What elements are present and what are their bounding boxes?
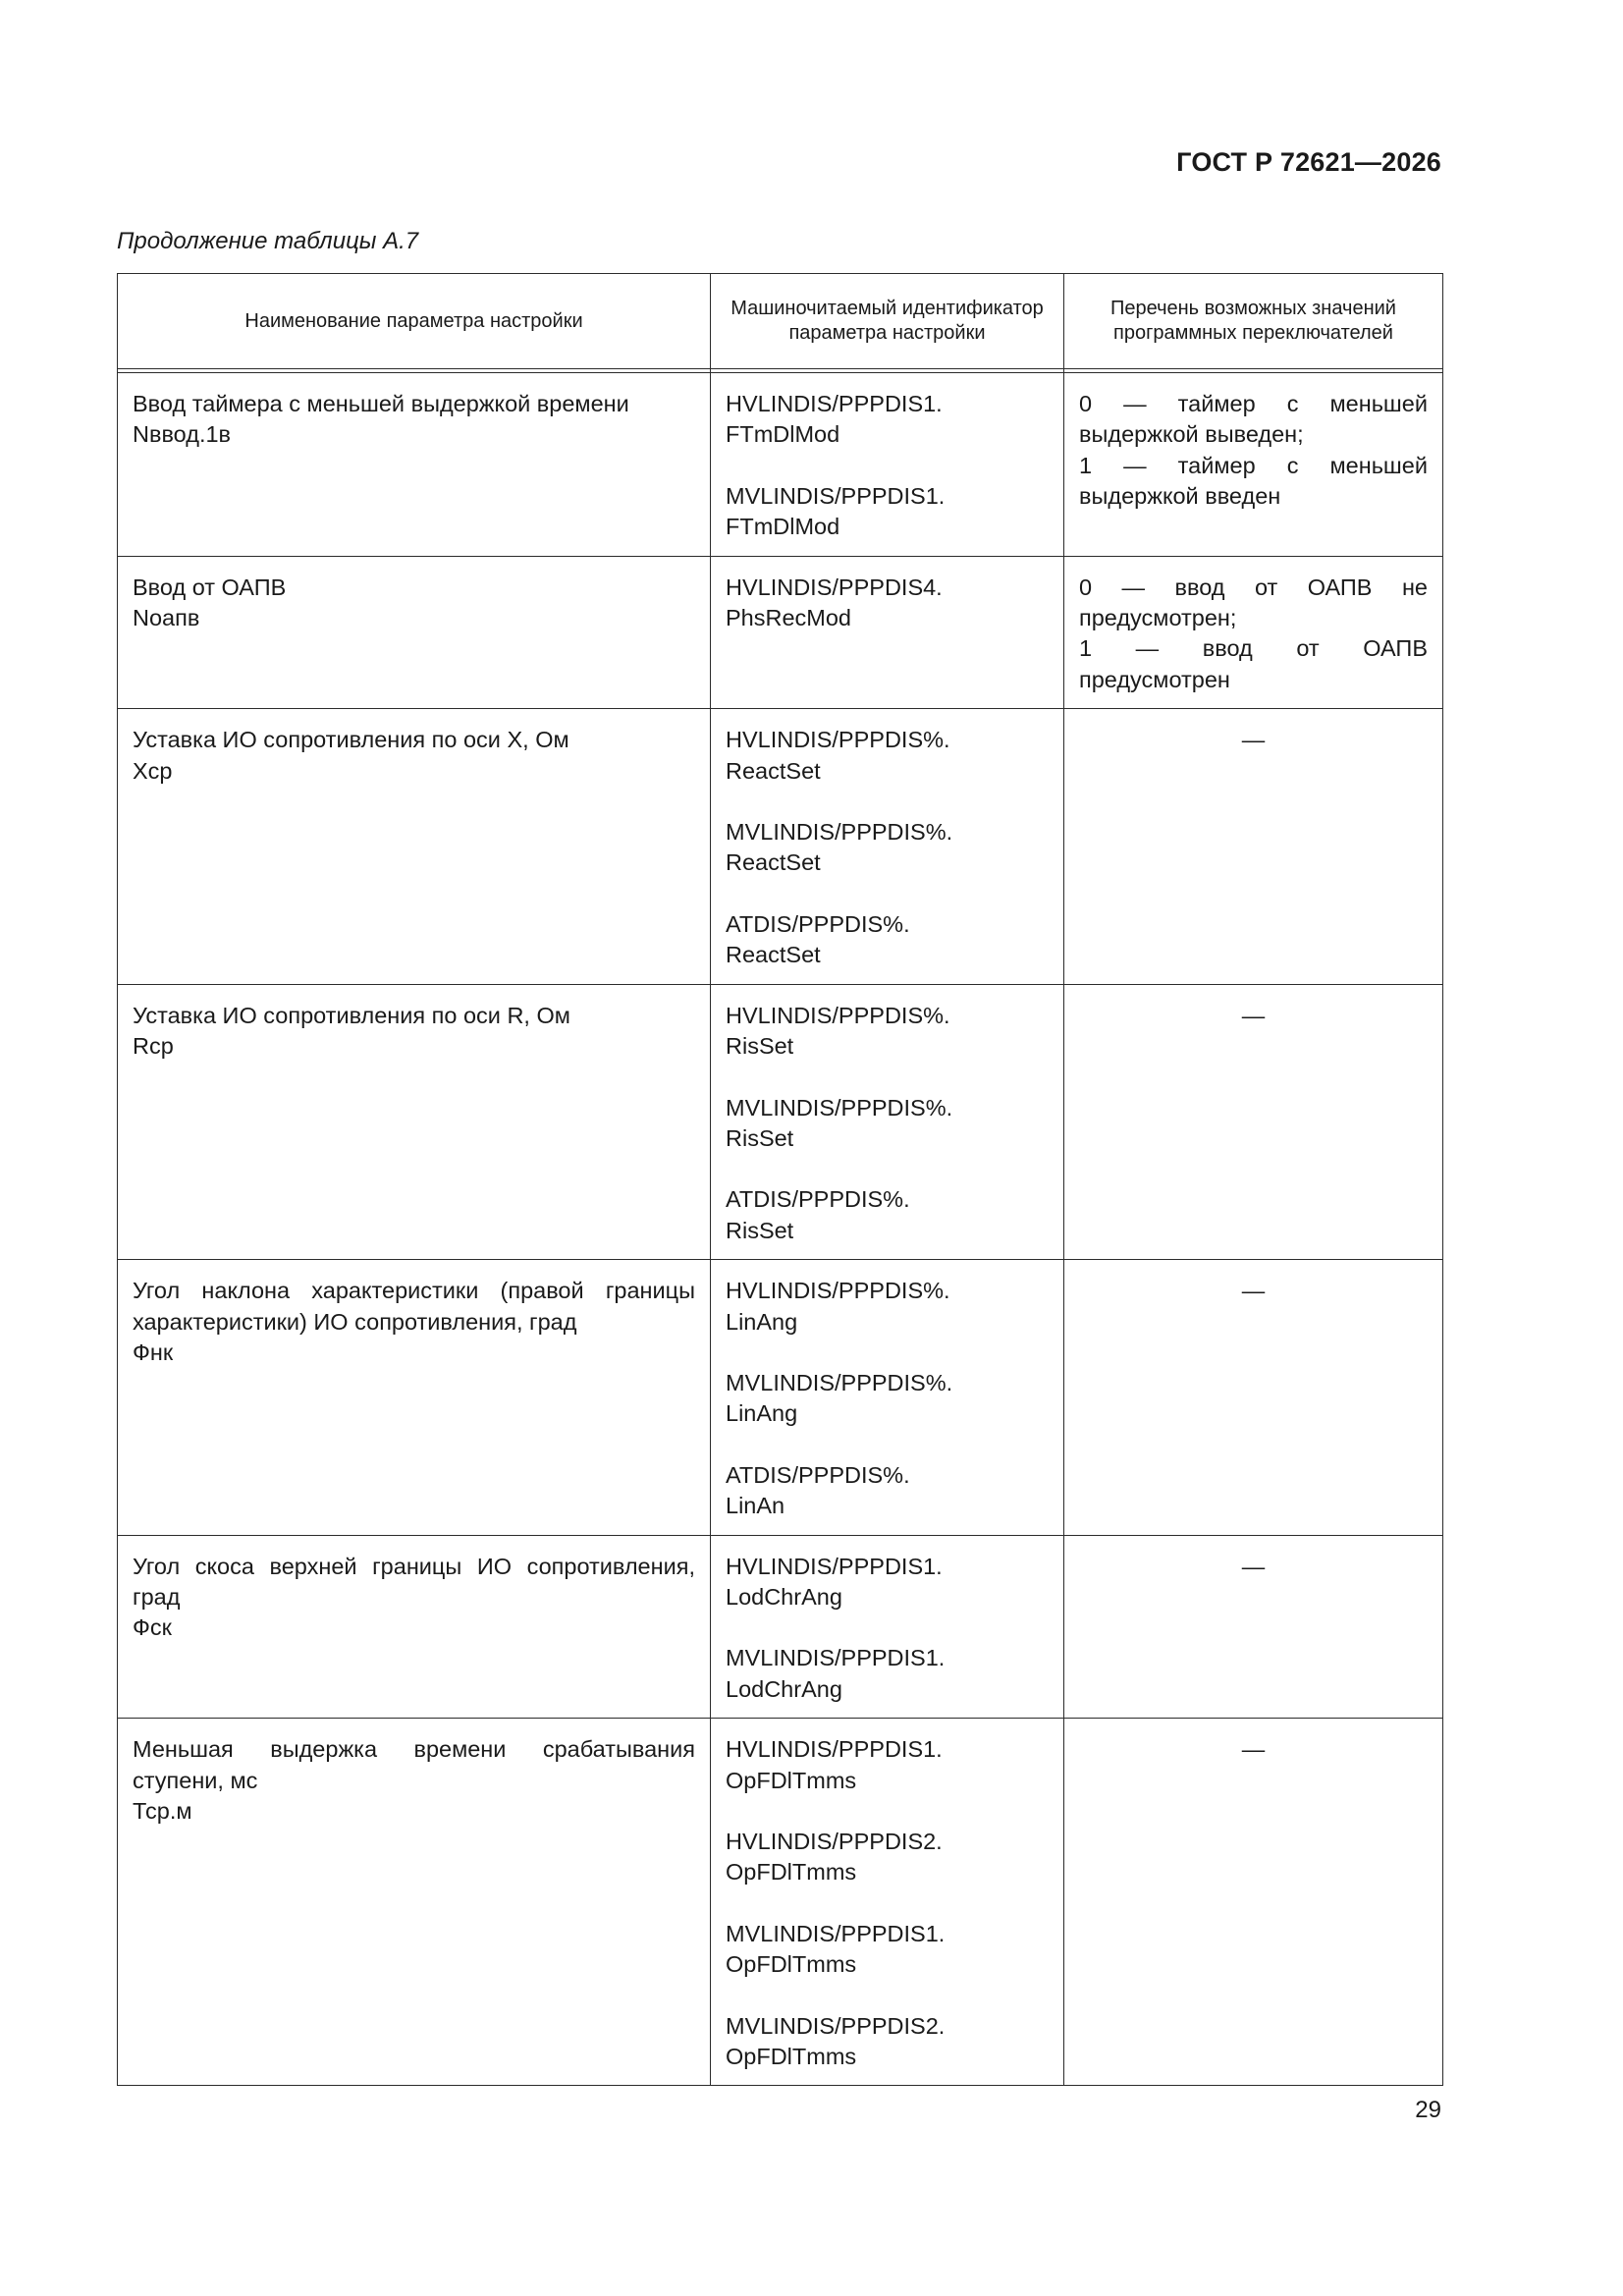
param-id: ReactSet — [726, 849, 821, 876]
table-row — [118, 556, 1443, 709]
param-name-cell — [118, 1719, 711, 2086]
param-values-cell — [1064, 984, 1443, 1259]
param-id: ATDIS/PPPDIS%. — [726, 1186, 910, 1213]
param-id: HVLINDIS/PPPDIS1. — [726, 1736, 943, 1763]
param-name: Ввод таймера с меньшей выдержкой времени — [133, 391, 629, 416]
param-id: MVLINDIS/PPPDIS1. — [726, 1920, 946, 1946]
param-value: — — [1241, 1002, 1266, 1028]
table-header-row — [118, 274, 1443, 369]
param-id: LinAng — [726, 1308, 798, 1335]
param-id: LinAng — [726, 1400, 798, 1427]
param-id: HVLINDIS/PPPDIS2. — [726, 1829, 943, 1854]
param-id-cell — [711, 709, 1064, 984]
param-symbol: Rср — [133, 1033, 174, 1060]
param-id: OpFDlTmms — [726, 1859, 857, 1886]
param-name-cell — [118, 984, 711, 1259]
param-name: Ввод от ОАПВ — [133, 574, 287, 600]
param-values-cell — [1064, 1719, 1443, 2086]
param-id-cell — [711, 984, 1064, 1259]
param-id-cell — [711, 1719, 1064, 2086]
param-id: HVLINDIS/PPPDIS%. — [726, 727, 950, 753]
param-id: LinAn — [726, 1493, 785, 1519]
param-id: HVLINDIS/PPPDIS4. — [726, 574, 943, 600]
param-symbol: Nоапв — [133, 605, 200, 631]
param-id: LodChrAng — [726, 1583, 842, 1610]
param-symbol: Nввод.1в — [133, 421, 232, 448]
header-switch-values: Перечень возможных значений программных переключателей — [1064, 274, 1443, 369]
param-id: ATDIS/PPPDIS%. — [726, 910, 910, 937]
param-id: OpFDlTmms — [726, 2044, 857, 2070]
param-id: RisSet — [726, 1217, 794, 1243]
table-row — [118, 1719, 1443, 2086]
param-id-cell — [711, 373, 1064, 557]
param-name: Угол скоса верхней границы ИО сопротивления, град — [133, 1553, 695, 1610]
param-name-cell — [118, 1535, 711, 1719]
param-id: ReactSet — [726, 757, 821, 784]
table-row — [118, 373, 1443, 557]
param-value: — — [1241, 1553, 1266, 1579]
param-values-cell — [1064, 1260, 1443, 1535]
page-number: 29 — [1415, 2097, 1441, 2123]
param-values-cell — [1064, 373, 1443, 557]
param-id: RisSet — [726, 1124, 794, 1151]
param-symbol: Фск — [133, 1614, 172, 1641]
param-id: OpFDlTmms — [726, 1951, 857, 1978]
document-code: ГОСТ Р 72621—2026 — [1176, 147, 1441, 177]
param-id: FTmDlMod — [726, 514, 840, 540]
param-value: — — [1241, 1736, 1266, 1763]
param-name-cell — [118, 373, 711, 557]
param-name: Уставка ИО сопротивления по оси R, Ом — [133, 1002, 570, 1028]
param-symbol: Хср — [133, 757, 173, 784]
param-name: Уставка ИО сопротивления по оси Х, Ом — [133, 727, 569, 753]
table-row — [118, 984, 1443, 1259]
param-symbol: Тср.м — [133, 1798, 192, 1824]
param-id-cell — [711, 1535, 1064, 1719]
param-id: HVLINDIS/PPPDIS%. — [726, 1002, 950, 1028]
table-row — [118, 1260, 1443, 1535]
header-machine-id: Машиночитаемый идентификатор параметра настройки — [711, 274, 1064, 369]
param-name: Меньшая выдержка времени срабатывания ступени, мс — [133, 1736, 695, 1793]
header-parameter-name: Наименование параметра настройки — [118, 274, 711, 369]
param-id: MVLINDIS/PPPDIS1. — [726, 1645, 946, 1671]
param-id: MVLINDIS/PPPDIS2. — [726, 2012, 946, 2039]
param-id-cell — [711, 556, 1064, 709]
param-id: ReactSet — [726, 942, 821, 968]
param-id: MVLINDIS/PPPDIS%. — [726, 819, 953, 846]
param-symbol: Фнк — [133, 1339, 174, 1365]
param-value: 1 — ввод от ОАПВ предусмотрен — [1079, 635, 1428, 692]
param-values-cell — [1064, 709, 1443, 984]
param-id: ATDIS/PPPDIS%. — [726, 1461, 910, 1488]
param-name-cell — [118, 1260, 711, 1535]
param-id: LodChrAng — [726, 1675, 842, 1702]
parameters-table — [117, 273, 1443, 2086]
table-row — [118, 709, 1443, 984]
param-id: PhsRecMod — [726, 605, 851, 631]
table-row — [118, 1535, 1443, 1719]
param-id: HVLINDIS/PPPDIS1. — [726, 391, 943, 416]
param-id-cell — [711, 1260, 1064, 1535]
param-values-cell — [1064, 1535, 1443, 1719]
param-name-cell — [118, 709, 711, 984]
table-body — [118, 373, 1443, 2086]
param-id: HVLINDIS/PPPDIS%. — [726, 1278, 950, 1304]
param-name: Угол наклона характеристики (правой границы характеристики) ИО сопротивления, град — [133, 1278, 695, 1335]
param-id: OpFDlTmms — [726, 1767, 857, 1793]
param-id: MVLINDIS/PPPDIS%. — [726, 1369, 953, 1395]
param-id: FTmDlMod — [726, 421, 840, 448]
param-values-cell — [1064, 556, 1443, 709]
param-value: 1 — таймер с меньшей выдержкой введен — [1079, 452, 1428, 510]
param-value: — — [1241, 1278, 1266, 1304]
param-id: MVLINDIS/PPPDIS1. — [726, 482, 946, 509]
table-caption: Продолжение таблицы А.7 — [117, 228, 419, 254]
param-id: RisSet — [726, 1033, 794, 1060]
param-id: MVLINDIS/PPPDIS%. — [726, 1094, 953, 1121]
param-value: 0 — таймер с меньшей выдержкой выведен; — [1079, 391, 1428, 448]
param-id: HVLINDIS/PPPDIS1. — [726, 1553, 943, 1579]
param-value: — — [1241, 727, 1266, 753]
param-value: 0 — ввод от ОАПВ не предусмотрен; — [1079, 574, 1428, 631]
param-name-cell — [118, 556, 711, 709]
